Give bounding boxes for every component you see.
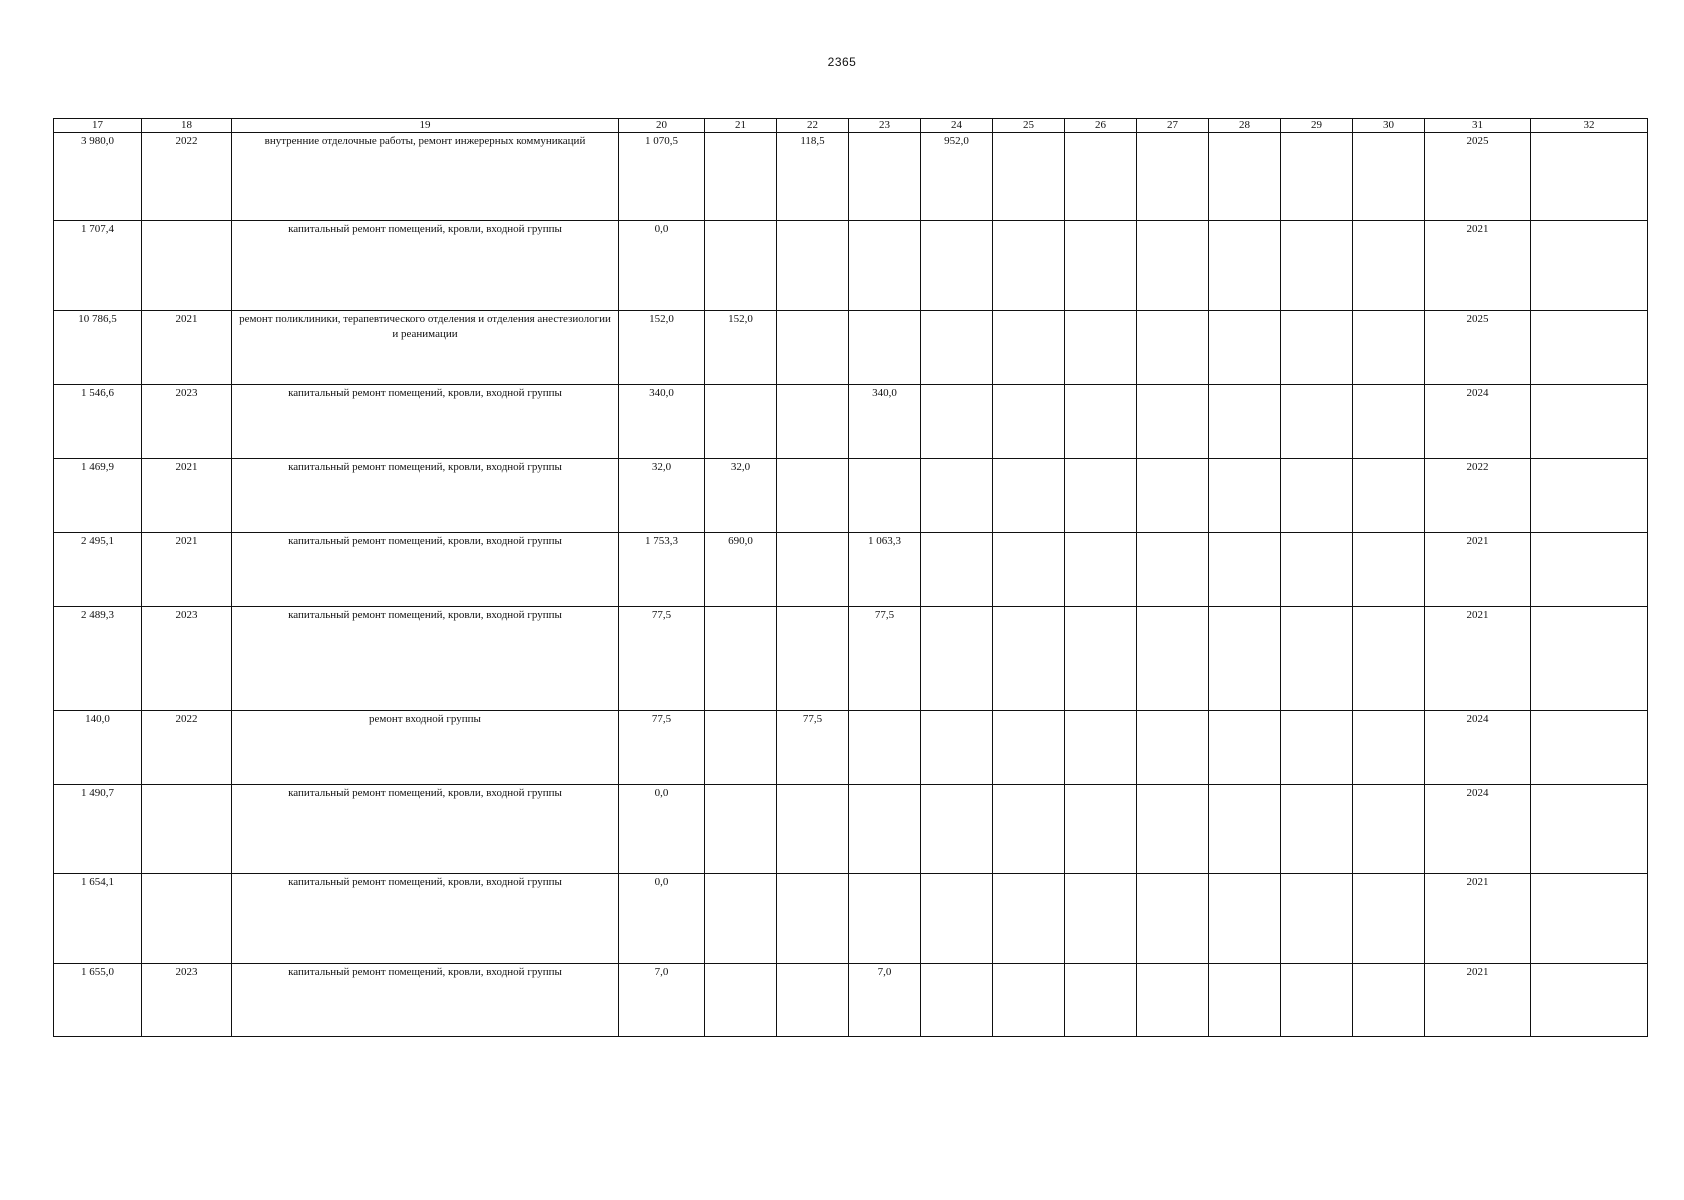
- cell-18: 2021: [142, 311, 232, 385]
- cell-32: [1531, 459, 1648, 533]
- cell-27: [1137, 133, 1209, 221]
- cell-30: [1353, 711, 1425, 785]
- cell-18: 2023: [142, 964, 232, 1037]
- cell-17: 1 654,1: [54, 874, 142, 964]
- cell-18: [142, 874, 232, 964]
- cell-21: [705, 385, 777, 459]
- cell-25: [993, 385, 1065, 459]
- cell-22: [777, 385, 849, 459]
- cell-31: 2024: [1425, 785, 1531, 874]
- cell-17: 1 546,6: [54, 385, 142, 459]
- cell-28: [1209, 133, 1281, 221]
- cell-18: 2023: [142, 607, 232, 711]
- cell-24: [921, 964, 993, 1037]
- cell-23: [849, 785, 921, 874]
- cell-22: 77,5: [777, 711, 849, 785]
- cell-26: [1065, 785, 1137, 874]
- cell-29: [1281, 874, 1353, 964]
- cell-22: [777, 607, 849, 711]
- cell-31: 2022: [1425, 459, 1531, 533]
- col-header-23: 23: [849, 119, 921, 133]
- cell-19: капитальный ремонт помещений, кровли, входной группы: [232, 607, 619, 711]
- cell-32: [1531, 533, 1648, 607]
- table-row: [54, 533, 1648, 607]
- cell-32: [1531, 964, 1648, 1037]
- cell-31: 2025: [1425, 133, 1531, 221]
- cell-21: [705, 133, 777, 221]
- col-header-20: 20: [619, 119, 705, 133]
- table-row: [54, 785, 1648, 874]
- cell-26: [1065, 711, 1137, 785]
- cell-29: [1281, 533, 1353, 607]
- col-header-24: 24: [921, 119, 993, 133]
- cell-26: [1065, 607, 1137, 711]
- cell-27: [1137, 533, 1209, 607]
- cell-25: [993, 311, 1065, 385]
- cell-23: [849, 133, 921, 221]
- cell-23: [849, 874, 921, 964]
- cell-17: 1 490,7: [54, 785, 142, 874]
- cell-31: 2025: [1425, 311, 1531, 385]
- cell-18: [142, 785, 232, 874]
- cell-28: [1209, 311, 1281, 385]
- cell-19: капитальный ремонт помещений, кровли, входной группы: [232, 385, 619, 459]
- cell-24: [921, 607, 993, 711]
- cell-32: [1531, 221, 1648, 311]
- cell-30: [1353, 533, 1425, 607]
- cell-20: 1 753,3: [619, 533, 705, 607]
- table-row: [54, 221, 1648, 311]
- cell-26: [1065, 874, 1137, 964]
- cell-27: [1137, 459, 1209, 533]
- cell-30: [1353, 133, 1425, 221]
- table-row: [54, 385, 1648, 459]
- cell-17: 1 655,0: [54, 964, 142, 1037]
- cell-20: 77,5: [619, 711, 705, 785]
- cell-20: 32,0: [619, 459, 705, 533]
- cell-27: [1137, 607, 1209, 711]
- cell-29: [1281, 964, 1353, 1037]
- cell-27: [1137, 874, 1209, 964]
- cell-29: [1281, 785, 1353, 874]
- cell-19: ремонт поликлиники, терапевтического отделения и отделения анестезиологии и реанимации: [232, 311, 619, 385]
- cell-29: [1281, 711, 1353, 785]
- cell-18: 2022: [142, 133, 232, 221]
- table-body: [54, 133, 1648, 1037]
- cell-30: [1353, 385, 1425, 459]
- cell-17: 3 980,0: [54, 133, 142, 221]
- cell-20: 0,0: [619, 785, 705, 874]
- cell-32: [1531, 311, 1648, 385]
- cell-28: [1209, 874, 1281, 964]
- cell-22: 118,5: [777, 133, 849, 221]
- cell-29: [1281, 133, 1353, 221]
- cell-29: [1281, 459, 1353, 533]
- cell-32: [1531, 874, 1648, 964]
- cell-25: [993, 221, 1065, 311]
- cell-21: [705, 711, 777, 785]
- cell-20: 0,0: [619, 874, 705, 964]
- cell-30: [1353, 607, 1425, 711]
- cell-19: внутренние отделочные работы, ремонт инжерерных коммуникаций: [232, 133, 619, 221]
- cell-22: [777, 311, 849, 385]
- col-header-21: 21: [705, 119, 777, 133]
- table-row: [54, 964, 1648, 1037]
- cell-23: 340,0: [849, 385, 921, 459]
- cell-26: [1065, 221, 1137, 311]
- cell-25: [993, 607, 1065, 711]
- table-row: [54, 874, 1648, 964]
- cell-19: капитальный ремонт помещений, кровли, входной группы: [232, 459, 619, 533]
- cell-17: 10 786,5: [54, 311, 142, 385]
- cell-31: 2021: [1425, 533, 1531, 607]
- cell-26: [1065, 385, 1137, 459]
- cell-24: [921, 385, 993, 459]
- cell-31: 2024: [1425, 385, 1531, 459]
- table-row: [54, 607, 1648, 711]
- cell-26: [1065, 459, 1137, 533]
- cell-31: 2021: [1425, 874, 1531, 964]
- col-header-28: 28: [1209, 119, 1281, 133]
- table-row: [54, 133, 1648, 221]
- cell-28: [1209, 711, 1281, 785]
- table-row: [54, 459, 1648, 533]
- cell-26: [1065, 311, 1137, 385]
- cell-26: [1065, 964, 1137, 1037]
- cell-24: 952,0: [921, 133, 993, 221]
- cell-31: 2021: [1425, 221, 1531, 311]
- cell-29: [1281, 607, 1353, 711]
- cell-21: [705, 785, 777, 874]
- cell-27: [1137, 385, 1209, 459]
- data-table: [53, 118, 1648, 1037]
- cell-19: капитальный ремонт помещений, кровли, входной группы: [232, 785, 619, 874]
- cell-21: [705, 607, 777, 711]
- cell-29: [1281, 311, 1353, 385]
- cell-17: 1 707,4: [54, 221, 142, 311]
- cell-25: [993, 874, 1065, 964]
- cell-21: 690,0: [705, 533, 777, 607]
- cell-25: [993, 785, 1065, 874]
- cell-32: [1531, 133, 1648, 221]
- col-header-29: 29: [1281, 119, 1353, 133]
- cell-22: [777, 221, 849, 311]
- cell-28: [1209, 964, 1281, 1037]
- cell-23: [849, 459, 921, 533]
- cell-26: [1065, 133, 1137, 221]
- cell-24: [921, 459, 993, 533]
- cell-24: [921, 874, 993, 964]
- cell-31: 2021: [1425, 607, 1531, 711]
- cell-23: [849, 711, 921, 785]
- cell-21: 32,0: [705, 459, 777, 533]
- cell-27: [1137, 221, 1209, 311]
- cell-23: 1 063,3: [849, 533, 921, 607]
- cell-30: [1353, 785, 1425, 874]
- table-header: [54, 119, 1648, 133]
- cell-30: [1353, 874, 1425, 964]
- cell-20: 7,0: [619, 964, 705, 1037]
- cell-28: [1209, 533, 1281, 607]
- cell-32: [1531, 785, 1648, 874]
- table-row: [54, 311, 1648, 385]
- cell-25: [993, 133, 1065, 221]
- cell-27: [1137, 964, 1209, 1037]
- cell-24: [921, 785, 993, 874]
- cell-29: [1281, 221, 1353, 311]
- col-header-27: 27: [1137, 119, 1209, 133]
- cell-24: [921, 221, 993, 311]
- cell-24: [921, 311, 993, 385]
- cell-18: [142, 221, 232, 311]
- cell-18: 2021: [142, 459, 232, 533]
- col-header-31: 31: [1425, 119, 1531, 133]
- col-header-22: 22: [777, 119, 849, 133]
- col-header-19: 19: [232, 119, 619, 133]
- cell-27: [1137, 311, 1209, 385]
- cell-18: 2022: [142, 711, 232, 785]
- cell-25: [993, 711, 1065, 785]
- col-header-32: 32: [1531, 119, 1648, 133]
- cell-19: капитальный ремонт помещений, кровли, входной группы: [232, 221, 619, 311]
- cell-20: 152,0: [619, 311, 705, 385]
- cell-17: 2 495,1: [54, 533, 142, 607]
- cell-30: [1353, 311, 1425, 385]
- cell-30: [1353, 964, 1425, 1037]
- cell-17: 2 489,3: [54, 607, 142, 711]
- cell-32: [1531, 385, 1648, 459]
- cell-19: капитальный ремонт помещений, кровли, входной группы: [232, 964, 619, 1037]
- cell-18: 2021: [142, 533, 232, 607]
- col-header-30: 30: [1353, 119, 1425, 133]
- cell-23: [849, 221, 921, 311]
- cell-17: 1 469,9: [54, 459, 142, 533]
- cell-22: [777, 874, 849, 964]
- cell-20: 1 070,5: [619, 133, 705, 221]
- cell-30: [1353, 221, 1425, 311]
- col-header-17: 17: [54, 119, 142, 133]
- page-number: 2365: [827, 55, 857, 69]
- cell-22: [777, 533, 849, 607]
- cell-25: [993, 964, 1065, 1037]
- cell-28: [1209, 607, 1281, 711]
- cell-21: [705, 874, 777, 964]
- cell-17: 140,0: [54, 711, 142, 785]
- cell-28: [1209, 459, 1281, 533]
- cell-22: [777, 785, 849, 874]
- cell-25: [993, 459, 1065, 533]
- cell-31: 2021: [1425, 964, 1531, 1037]
- cell-32: [1531, 711, 1648, 785]
- cell-21: [705, 221, 777, 311]
- cell-27: [1137, 711, 1209, 785]
- cell-18: 2023: [142, 385, 232, 459]
- cell-20: 340,0: [619, 385, 705, 459]
- cell-31: 2024: [1425, 711, 1531, 785]
- cell-24: [921, 533, 993, 607]
- cell-30: [1353, 459, 1425, 533]
- cell-22: [777, 459, 849, 533]
- cell-23: 7,0: [849, 964, 921, 1037]
- cell-19: ремонт входной группы: [232, 711, 619, 785]
- cell-23: [849, 311, 921, 385]
- cell-29: [1281, 385, 1353, 459]
- cell-28: [1209, 221, 1281, 311]
- header-row: [54, 119, 1648, 133]
- cell-27: [1137, 785, 1209, 874]
- cell-22: [777, 964, 849, 1037]
- cell-24: [921, 711, 993, 785]
- cell-20: 0,0: [619, 221, 705, 311]
- cell-21: [705, 964, 777, 1037]
- cell-21: 152,0: [705, 311, 777, 385]
- cell-28: [1209, 785, 1281, 874]
- col-header-18: 18: [142, 119, 232, 133]
- cell-23: 77,5: [849, 607, 921, 711]
- col-header-26: 26: [1065, 119, 1137, 133]
- table-row: [54, 711, 1648, 785]
- cell-20: 77,5: [619, 607, 705, 711]
- cell-19: капитальный ремонт помещений, кровли, входной группы: [232, 533, 619, 607]
- cell-26: [1065, 533, 1137, 607]
- col-header-25: 25: [993, 119, 1065, 133]
- cell-32: [1531, 607, 1648, 711]
- cell-28: [1209, 385, 1281, 459]
- cell-25: [993, 533, 1065, 607]
- cell-19: капитальный ремонт помещений, кровли, входной группы: [232, 874, 619, 964]
